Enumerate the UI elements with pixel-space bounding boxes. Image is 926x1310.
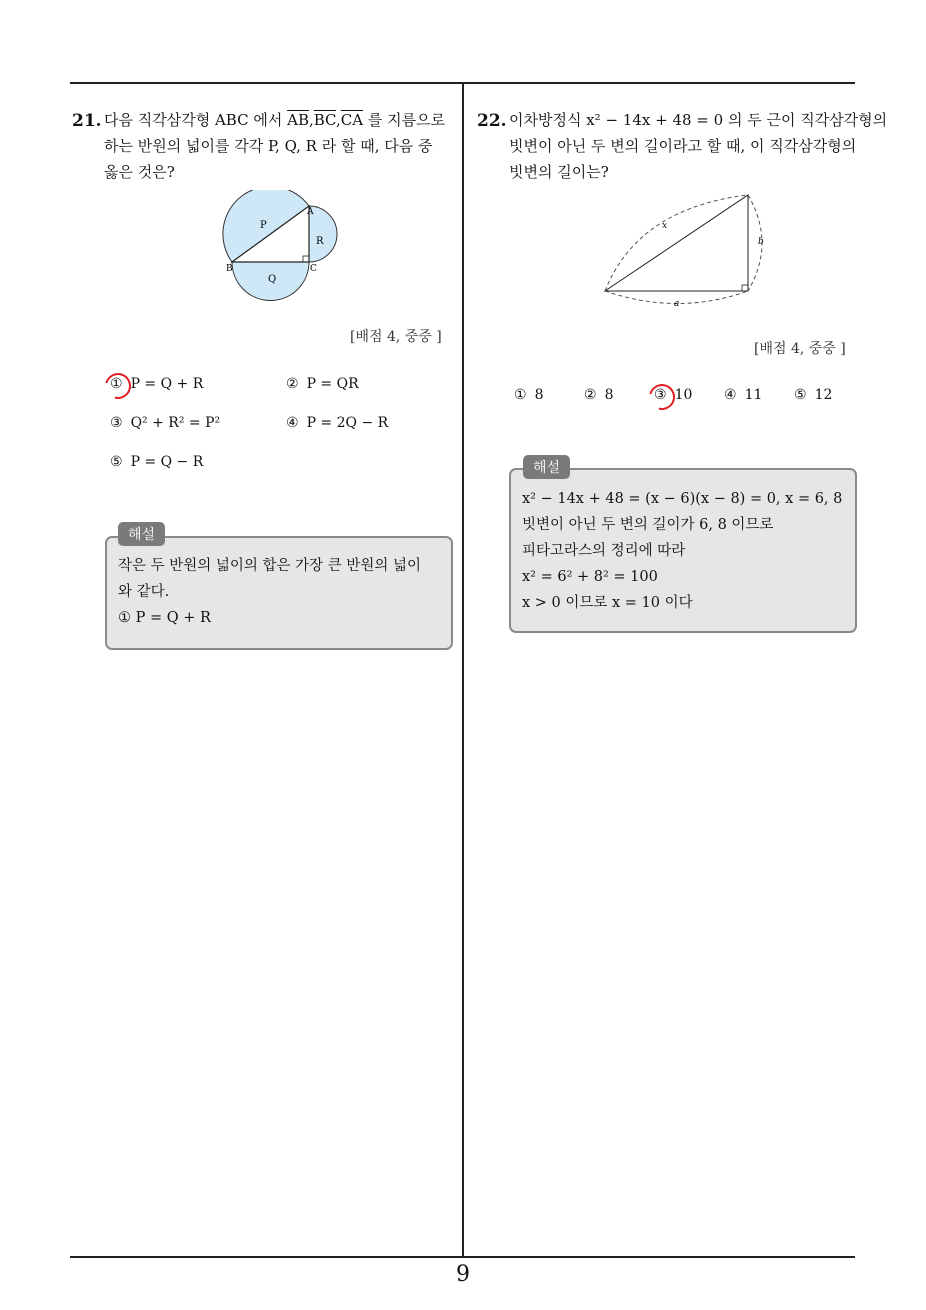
- q22-choice-3[interactable]: ③ 10: [654, 387, 693, 403]
- right-angle-mark: [742, 285, 748, 291]
- label-b: b: [758, 237, 764, 247]
- label-c: C: [310, 264, 317, 274]
- q21-choice-1[interactable]: ① P = Q + R: [110, 376, 204, 392]
- q22-line-1: 이차방정식 x² − 14x + 48 = 0 의 두 근이 직각삼각형의: [509, 111, 888, 129]
- column-divider: [462, 82, 464, 1258]
- label-a: A: [307, 207, 314, 217]
- q22-choice-5[interactable]: ⑤ 12: [794, 387, 833, 403]
- q22-number: 22.: [477, 111, 507, 131]
- q22-score: [배점 4, 중중 ]: [754, 341, 846, 357]
- q21-choice-4[interactable]: ④ P = 2Q − R: [286, 415, 389, 431]
- q22-choice-2[interactable]: ② 8: [584, 387, 614, 403]
- segment-bc: $\overline{BC}$: [313, 111, 336, 129]
- q21-solution-text: 작은 두 반원의 넓이의 합은 가장 큰 반원의 넓이 와 같다. ① P = Q + R: [118, 558, 422, 626]
- q21-line-3: 옳은 것은?: [104, 163, 175, 181]
- bottom-rule: [70, 1256, 855, 1258]
- q21-text: [104, 107, 445, 185]
- segment-ca: $\overline{CA}$: [340, 111, 364, 129]
- q21-score: [배점 4, 중중 ]: [350, 329, 442, 345]
- q21-choice-2[interactable]: ② P = QR: [286, 376, 359, 392]
- q21-choice-3[interactable]: ③ Q² + R² = P²: [110, 415, 221, 431]
- q21-semicircle-figure: [222, 190, 340, 302]
- label-x: x: [662, 221, 668, 231]
- q22-text: [509, 107, 887, 185]
- q22-choice-4[interactable]: ④ 11: [724, 387, 763, 403]
- q22-solution-tag: 해설: [523, 455, 570, 479]
- label-r: R: [316, 236, 324, 247]
- q22-choice-1[interactable]: ① 8: [514, 387, 544, 403]
- triangle: [605, 195, 748, 291]
- q22-line-3: 빗변의 길이는?: [509, 163, 609, 181]
- q21-solution-tag: 해설: [118, 522, 165, 546]
- segment-ab: $\overline{AB}$: [287, 111, 309, 129]
- q21-line-2: 하는 반원의 넓이를 각각 P, Q, R 라 할 때, 다음 중: [104, 137, 433, 155]
- label-b: B: [226, 264, 233, 274]
- q22-solution-text: x² − 14x + 48 = (x − 6)(x − 8) = 0, x = 6, 8 빗변이 아닌 두 변의 길이가 6, 8 이므로 피타고라스의 정리에 따라 x² = 6² + 8² = 100 x > 0 이므로 x = 10 이다: [522, 491, 843, 611]
- q21-choice-5[interactable]: ⑤ P = Q − R: [110, 454, 204, 470]
- q21-line-1: 다음 직각삼각형 ABC 에서 $\overline{AB},\overline{BC},\overline{CA}$ 를 지름으로: [104, 111, 446, 129]
- page-number: 9: [456, 1262, 470, 1287]
- q22-line-2: 빗변이 아닌 두 변의 길이라고 할 때, 이 직각삼각형의: [509, 137, 857, 155]
- label-p: P: [260, 220, 267, 231]
- q22-triangle-figure: [598, 188, 776, 310]
- label-a: a: [674, 299, 680, 309]
- label-q: Q: [268, 274, 277, 285]
- q21-number: 21.: [72, 111, 102, 131]
